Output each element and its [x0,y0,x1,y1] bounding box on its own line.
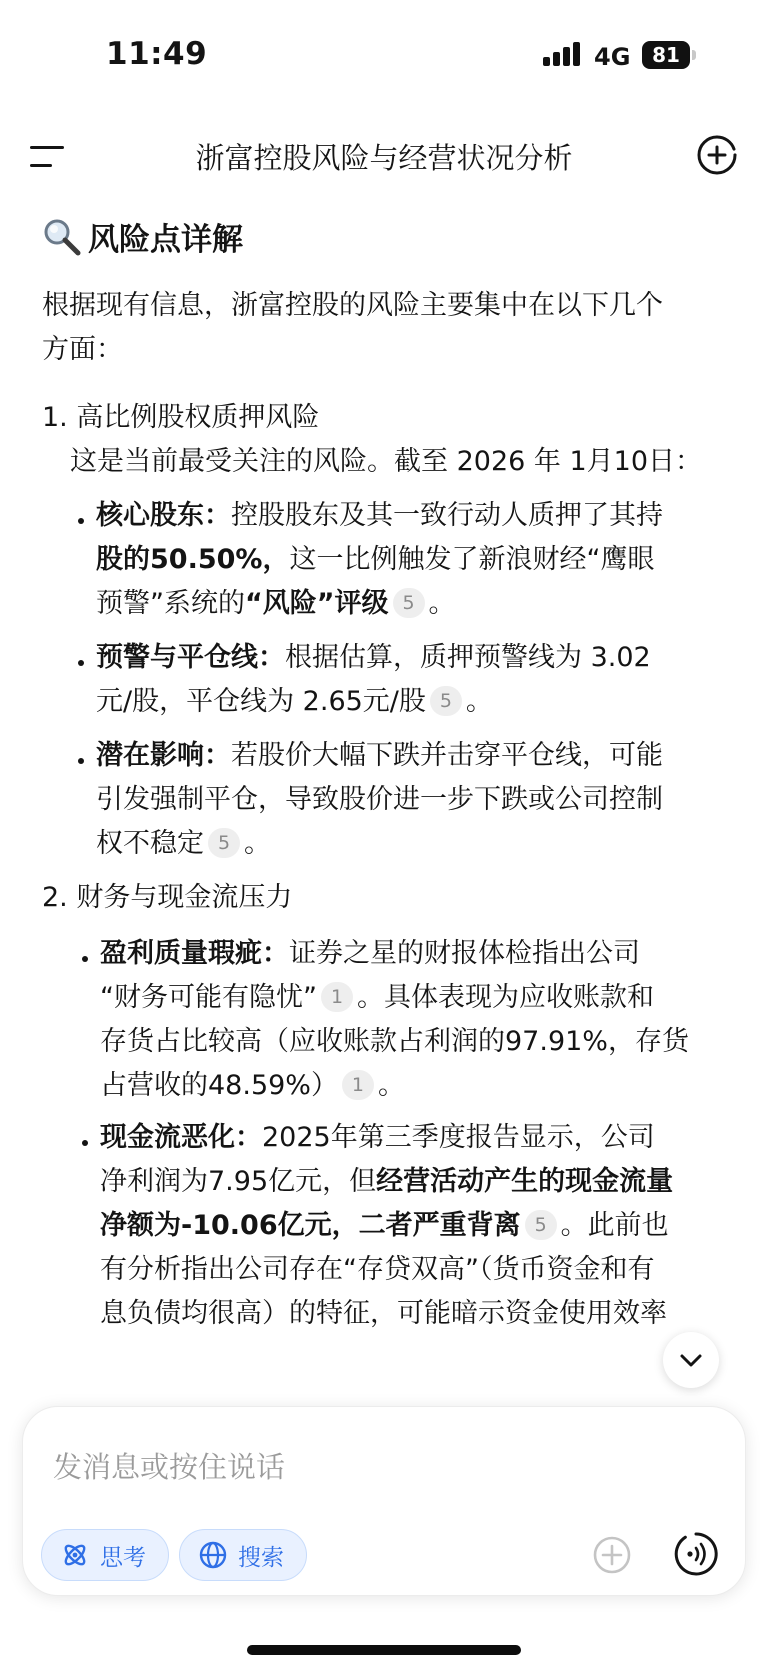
bullet-line: “财务可能有隐忧” [100,982,317,1013]
plus-icon[interactable] [592,1535,632,1575]
bullet-label: 现金流恶化： [100,1122,262,1153]
message-input[interactable]: 发消息或按住说话 [53,1450,286,1484]
bullet-text [96,636,736,724]
bullet-bold: 净额为-10.06亿元，二者严重背离 [100,1210,521,1241]
bullet-text [100,1116,740,1336]
globe-icon [198,1540,228,1570]
bullet-line: 存货占比较高（应收账款占利润的97.91%，存货 [100,1026,689,1057]
bullet-end: 。 [244,828,271,859]
atom-icon [60,1540,90,1570]
battery-icon: 81 [642,41,690,69]
bullet-line: 这一比例触发了新浪财经“鹰眼 [289,544,655,575]
status-time: 11:49 [106,36,208,72]
bullet-line: 引发强制平仓，导致股价进一步下跌或公司控制 [96,784,663,815]
home-indicator[interactable] [247,1645,521,1655]
citation-badge[interactable]: 5 [393,588,425,618]
intro-paragraph [42,284,732,372]
message-content[interactable] [0,200,768,1410]
bullet-line: 预警”系统的 [96,588,245,619]
message-composer [22,1406,746,1596]
bullet-line: 占营收的48.59%） [100,1070,338,1101]
chevron-down-icon [663,1332,719,1388]
bullet-end: 。 [428,588,456,619]
list-item-title: 1. 高比例股权质押风险 [42,402,320,433]
citation-badge[interactable]: 5 [430,686,462,716]
think-button[interactable] [41,1529,169,1581]
bullet-dot [78,518,84,524]
bullet-label: 核心股东： [96,500,231,531]
bullet-dot [82,1140,88,1146]
list-item-lead: 这是当前最受关注的风险。截至 2026 年 1月10日： [70,446,702,477]
bullet-text [96,734,736,866]
network-label: 4G [594,43,631,71]
signal-icon [543,42,583,66]
bullet-text [100,932,740,1108]
scroll-down-button[interactable] [663,1332,719,1388]
citation-badge[interactable]: 5 [208,828,240,858]
bullet-bold: 经营活动产生的现金流量 [376,1166,674,1197]
think-label: 思考 [100,1544,146,1571]
page-title: 浙富控股风险与经营状况分析 [195,141,573,175]
citation-badge[interactable]: 1 [342,1070,374,1100]
add-circle-icon[interactable] [696,134,738,176]
bullet-line: 2025年第三季度报告显示，公司 [262,1122,655,1153]
bullet-line: 根据估算，质押预警线为 3.02 [285,642,651,673]
bullet-label: 盈利质量瑕疵： [100,938,289,969]
bullet-line: 有分析指出公司存在“存贷双高”（货币资金和有 [100,1254,655,1285]
voice-call-icon[interactable] [673,1531,719,1577]
bullet-line: 息负债均很高）的特征，可能暗示资金使用效率 [100,1298,667,1329]
bullet-bold: “风险”评级 [245,588,389,619]
menu-icon[interactable] [30,142,66,170]
heading-text: 风险点详解 [88,222,243,258]
bullet-line: 净利润为7.95亿元，但 [100,1166,377,1197]
section-heading [42,214,243,259]
status-bar [0,0,768,110]
bullet-line: 。此前也 [560,1210,669,1241]
citation-badge[interactable]: 1 [321,982,353,1012]
bullet-line: 元/股，平仓线为 2.65元/股 [96,686,426,717]
battery-cap [692,50,696,60]
bullet-dot [78,660,84,666]
bullet-end: 。 [465,686,493,717]
bullet-dot [78,758,84,764]
list-item-title: 2. 财务与现金流压力 [42,882,293,913]
bullet-line: 权不稳定 [96,828,204,859]
bullet-line: 。具体表现为应收账款和 [356,982,654,1013]
search-label: 搜索 [238,1544,284,1571]
bullet-end: 。 [377,1070,405,1101]
bullet-label: 预警与平仓线： [96,642,285,673]
bullet-line: 控股股东及其一致行动人质押了其持 [231,500,663,531]
bullet-dot [82,956,88,962]
header [0,120,768,192]
search-button[interactable] [179,1529,307,1581]
bullet-bold: 股的50.50%， [96,544,290,575]
bullet-text [96,494,736,626]
bullet-line: 证券之星的财报体检指出公司 [289,938,640,969]
intro-line: 根据现有信息，浙富控股的风险主要集中在以下几个 [42,290,663,321]
magnifier-icon [42,217,82,257]
intro-line: 方面： [42,334,123,365]
bullet-line: 若股价大幅下跌并击穿平仓线，可能 [231,740,663,771]
bullet-label: 潜在影响： [96,740,231,771]
citation-badge[interactable]: 5 [525,1210,557,1240]
